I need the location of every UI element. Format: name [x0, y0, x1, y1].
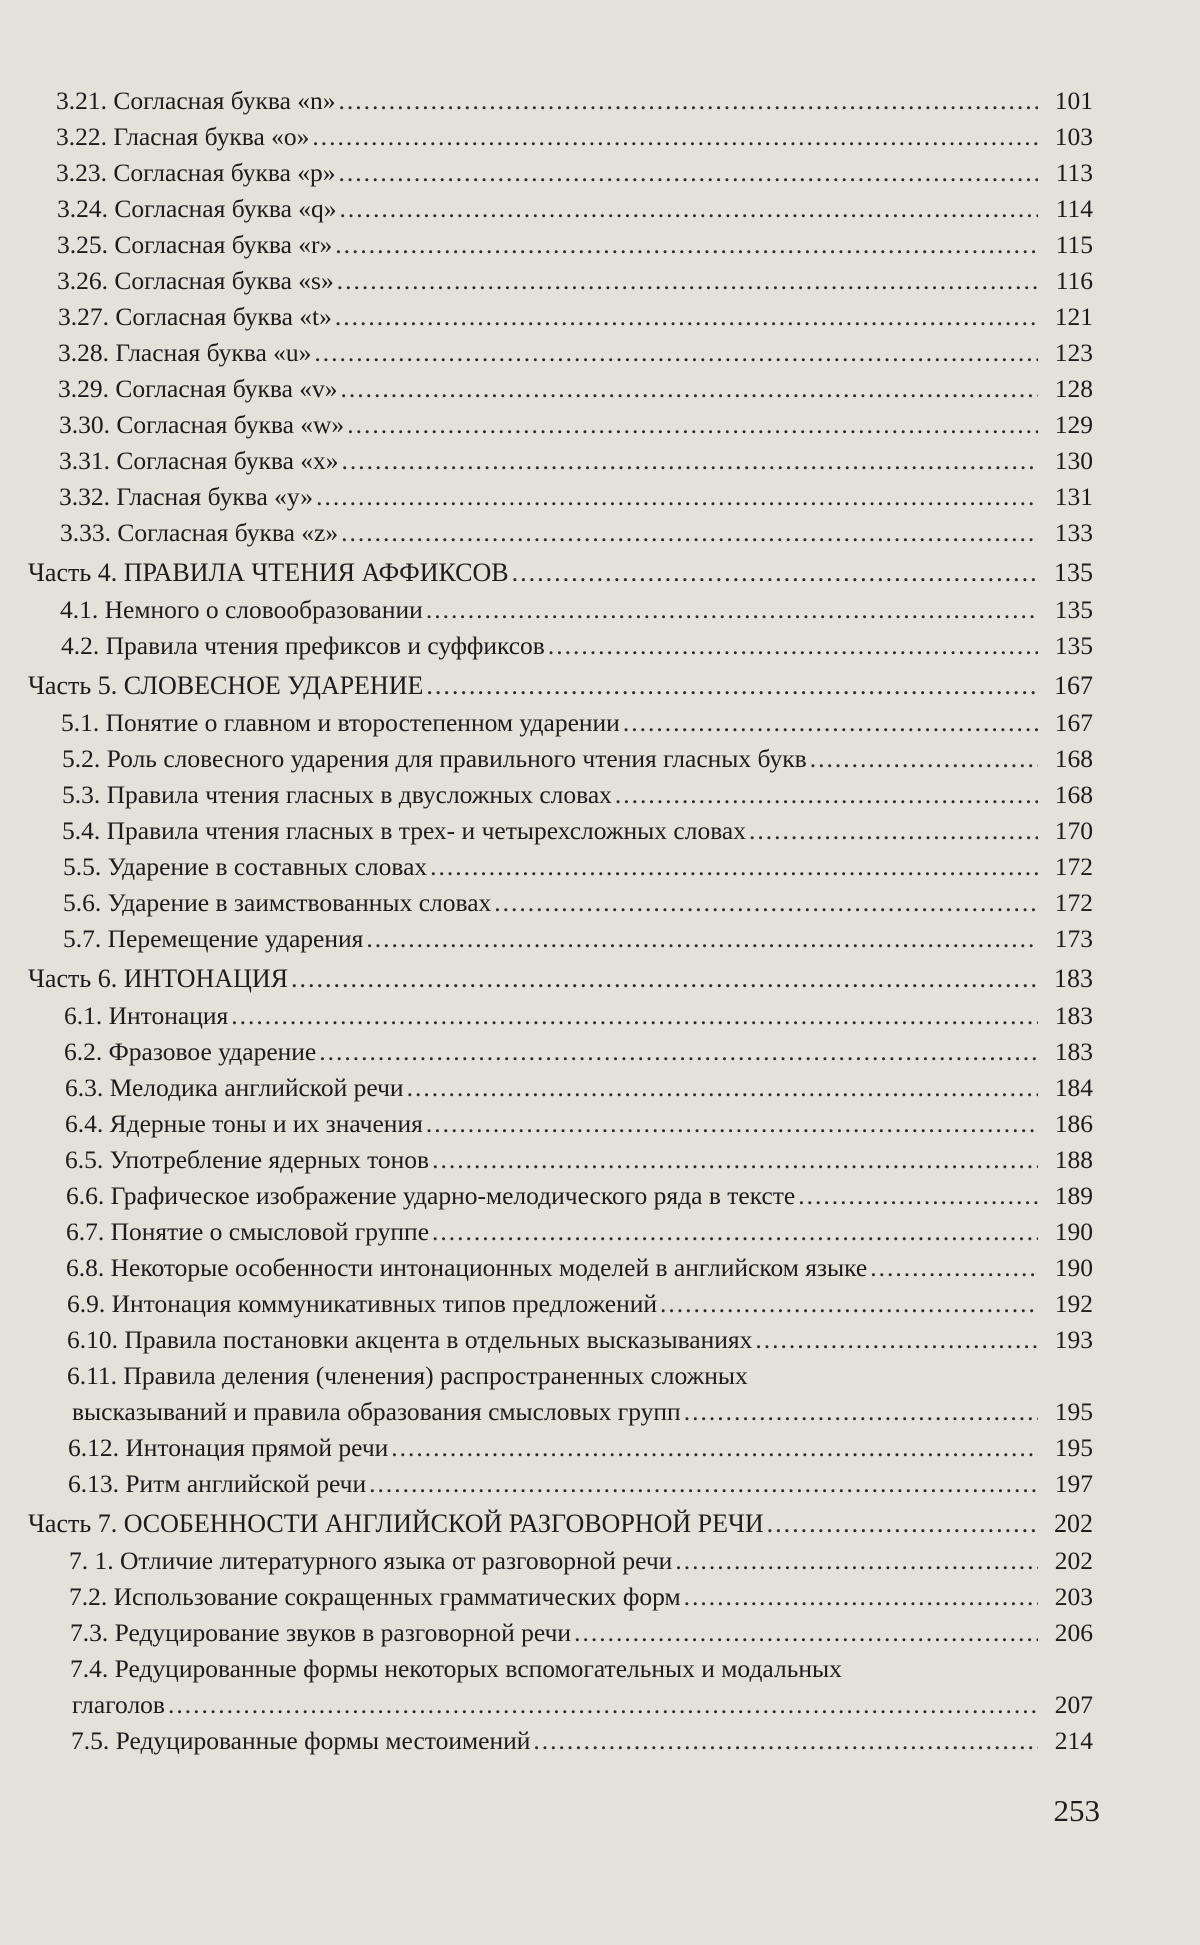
toc-entry — [0, 227, 1200, 263]
toc-entry — [0, 479, 1200, 515]
dot-leader — [341, 515, 1038, 551]
toc-entry-title: 6.2. Фразовое ударение — [64, 1037, 317, 1066]
toc-entry-page: 101 — [1054, 86, 1093, 115]
toc-entry-title: 3.32. Гласная буква «у» — [59, 482, 314, 511]
dot-leader — [430, 849, 1038, 885]
dot-leader — [312, 119, 1038, 155]
toc-entry-page: 183 — [1054, 1037, 1093, 1066]
dot-leader — [341, 371, 1038, 407]
dot-leader — [407, 1070, 1038, 1106]
toc-entry-page: 123 — [1054, 338, 1093, 367]
toc-entry-page: 183 — [1054, 964, 1093, 993]
toc-entry-title: 5.1. Понятие о главном и второстепенном ударении — [61, 708, 620, 737]
toc-entry — [0, 1687, 1200, 1723]
dot-leader — [339, 155, 1038, 191]
dot-leader — [337, 263, 1038, 299]
toc-entry-page: 130 — [1054, 446, 1093, 475]
toc-entry — [0, 1651, 1200, 1687]
toc-entry — [0, 849, 1200, 885]
dot-leader — [426, 592, 1038, 628]
dot-leader — [810, 741, 1038, 777]
toc-entry-title: 6.7. Понятие о смысловой группе — [66, 1217, 430, 1246]
dot-leader — [391, 1430, 1038, 1466]
toc-entry-page: 135 — [1054, 631, 1093, 660]
toc-entry — [0, 119, 1200, 155]
toc-entry — [0, 885, 1200, 921]
toc-entry-page: 135 — [1054, 595, 1093, 624]
dot-leader — [316, 479, 1038, 515]
toc-entry — [0, 628, 1200, 664]
toc-entry-title: 7. 1. Отличие литературного языка от разговорной речи — [69, 1546, 673, 1575]
toc-entry-page: 173 — [1054, 924, 1093, 953]
toc-entry-title: Часть 6. ИНТОНАЦИЯ — [28, 964, 289, 993]
dot-leader — [660, 1286, 1038, 1322]
dot-leader — [533, 1723, 1038, 1759]
toc-entry — [0, 592, 1200, 628]
dot-leader — [798, 1178, 1038, 1214]
toc-entry-page: 190 — [1054, 1217, 1093, 1246]
toc-entry — [0, 741, 1200, 777]
dot-leader — [548, 628, 1038, 664]
toc-entry-title: 3.30. Согласная буква «w» — [59, 410, 345, 439]
toc-entry-page: 114 — [1055, 194, 1093, 223]
dot-leader — [426, 1106, 1038, 1142]
toc-entry-title: 5.2. Роль словесного ударения для правильного чтения гласных букв — [62, 744, 807, 773]
toc-entry-page: 195 — [1054, 1397, 1093, 1426]
toc-entry-title: 5.7. Перемещение ударения — [63, 924, 364, 953]
toc-entry-title: 3.28. Гласная буква «u» — [58, 338, 312, 367]
table-of-contents — [0, 83, 1200, 1759]
toc-entry-title: 5.3. Правила чтения гласных в двусложных словах — [62, 780, 612, 809]
toc-entry-page: 116 — [1055, 266, 1093, 295]
toc-entry-title: 3.29. Согласная буква «v» — [58, 374, 338, 403]
toc-entry-page: 188 — [1054, 1145, 1093, 1174]
toc-entry-title: 6.9. Интонация коммуникативных типов предложений — [67, 1289, 658, 1318]
toc-part-entry — [0, 668, 1200, 705]
toc-part-entry — [0, 555, 1200, 592]
toc-entry-page: 172 — [1054, 852, 1093, 881]
toc-entry-title: 7.2. Использование сокращенных грамматических форм — [69, 1582, 681, 1611]
toc-entry-title: 3.21. Согласная буква «n» — [56, 86, 336, 115]
toc-entry-title: 3.23. Согласная буква «р» — [56, 158, 336, 187]
toc-entry — [0, 1430, 1200, 1466]
toc-entry — [0, 335, 1200, 371]
toc-entry-title: 6.8. Некоторые особенности интонационных моделей в английском языке — [66, 1253, 868, 1282]
toc-entry — [0, 705, 1200, 741]
toc-entry-page: 207 — [1054, 1690, 1093, 1719]
dot-leader — [684, 1579, 1038, 1615]
toc-entry-page: 168 — [1054, 780, 1093, 809]
toc-entry-title: 5.5. Ударение в составных словах — [63, 852, 428, 881]
toc-entry-title: 5.6. Ударение в заимствованных словах — [63, 888, 492, 917]
toc-entry — [0, 1250, 1200, 1286]
toc-entry-page: 103 — [1054, 122, 1093, 151]
toc-entry — [0, 777, 1200, 813]
toc-entry-title: 6.5. Употребление ядерных тонов — [65, 1145, 430, 1174]
dot-leader — [335, 299, 1038, 335]
toc-entry-page: 202 — [1054, 1546, 1093, 1575]
toc-entry-page: 202 — [1054, 1509, 1093, 1538]
toc-entry — [0, 515, 1200, 551]
toc-entry-title: Часть 7. ОСОБЕННОСТИ АНГЛИЙСКОЙ РАЗГОВОРНОЙ РЕЧИ — [28, 1509, 764, 1538]
toc-entry-page: 131 — [1054, 482, 1093, 511]
dot-leader — [870, 1250, 1038, 1286]
toc-entry-title: Часть 5. СЛОВЕСНОЕ УДАРЕНИЕ — [28, 671, 424, 700]
toc-entry — [0, 191, 1200, 227]
dot-leader — [314, 335, 1038, 371]
toc-entry-page: 168 — [1054, 744, 1093, 773]
toc-entry-page: 129 — [1054, 410, 1093, 439]
dot-leader — [231, 998, 1038, 1034]
dot-leader — [369, 1466, 1038, 1502]
toc-entry — [0, 1358, 1200, 1394]
toc-entry-page: 183 — [1054, 1001, 1093, 1030]
toc-entry-title: 3.22. Гласная буква «о» — [56, 122, 310, 151]
toc-entry-title: 3.31. Согласная буква «х» — [59, 446, 339, 475]
toc-entry-title: высказываний и правила образования смысловых групп — [72, 1397, 681, 1426]
toc-entry-title: 6.4. Ядерные тоны и их значения — [65, 1109, 423, 1138]
toc-entry-page: 167 — [1054, 671, 1093, 700]
toc-entry-title: Часть 4. ПРАВИЛА ЧТЕНИЯ АФФИКСОВ — [28, 558, 509, 587]
toc-entry-title: 3.24. Согласная буква «q» — [57, 194, 337, 223]
toc-entry-page: 206 — [1054, 1618, 1093, 1647]
dot-leader — [347, 407, 1038, 443]
toc-entry — [0, 1579, 1200, 1615]
dot-leader — [432, 1142, 1038, 1178]
toc-entry — [0, 1615, 1200, 1651]
toc-entry — [0, 1142, 1200, 1178]
toc-entry-page: 195 — [1054, 1433, 1093, 1462]
toc-entry-title: 7.4. Редуцированные формы некоторых вспомогательных и модальных — [70, 1654, 842, 1683]
toc-entry-page: 135 — [1054, 558, 1093, 587]
dot-leader — [615, 777, 1038, 813]
dot-leader — [512, 555, 1038, 591]
dot-leader — [749, 813, 1038, 849]
toc-entry — [0, 1322, 1200, 1358]
toc-entry-page: 172 — [1054, 888, 1093, 917]
toc-entry — [0, 1394, 1200, 1430]
dot-leader — [426, 668, 1038, 704]
toc-entry-title: 5.4. Правила чтения гласных в трех- и четырехсложных словах — [62, 816, 746, 845]
page-number: 253 — [1053, 1793, 1100, 1828]
toc-entry-page: 192 — [1054, 1289, 1093, 1318]
toc-entry-page: 197 — [1054, 1469, 1093, 1498]
toc-part-entry — [0, 961, 1200, 998]
toc-entry-page: 167 — [1054, 708, 1093, 737]
dot-leader — [291, 961, 1038, 997]
dot-leader — [767, 1506, 1038, 1542]
dot-leader — [494, 885, 1038, 921]
dot-leader — [675, 1543, 1038, 1579]
toc-entry — [0, 1214, 1200, 1250]
dot-leader — [366, 921, 1038, 957]
toc-entry-page: 128 — [1054, 374, 1093, 403]
dot-leader — [623, 705, 1038, 741]
toc-entry-page: 170 — [1054, 816, 1093, 845]
toc-entry — [0, 83, 1200, 119]
toc-entry — [0, 263, 1200, 299]
toc-entry — [0, 371, 1200, 407]
toc-part-entry — [0, 1506, 1200, 1543]
dot-leader — [684, 1394, 1038, 1430]
toc-entry-page: 214 — [1054, 1726, 1093, 1755]
toc-entry-page: 133 — [1054, 518, 1093, 547]
toc-entry — [0, 443, 1200, 479]
dot-leader — [340, 191, 1038, 227]
toc-entry-title: 3.25. Согласная буква «r» — [57, 230, 333, 259]
dot-leader — [168, 1687, 1038, 1723]
dot-leader — [319, 1034, 1038, 1070]
toc-entry-title: 7.5. Редуцированные формы местоимений — [71, 1726, 531, 1755]
toc-entry — [0, 921, 1200, 957]
toc-entry-title: 6.13. Ритм английской речи — [68, 1469, 367, 1498]
toc-entry-title: глаголов — [72, 1690, 165, 1719]
toc-entry — [0, 1034, 1200, 1070]
toc-entry-title: 6.10. Правила постановки акцента в отдельных высказываниях — [67, 1325, 753, 1354]
toc-entry — [0, 1286, 1200, 1322]
dot-leader — [342, 443, 1038, 479]
toc-entry-title: 6.6. Графическое изображение ударно-мелодического ряда в тексте — [66, 1181, 796, 1210]
toc-entry-page: 203 — [1054, 1582, 1093, 1611]
toc-entry — [0, 813, 1200, 849]
toc-entry-title: 3.27. Согласная буква «t» — [58, 302, 332, 331]
toc-entry — [0, 155, 1200, 191]
toc-entry-title: 6.12. Интонация прямой речи — [68, 1433, 389, 1462]
dot-leader — [339, 83, 1038, 119]
toc-entry — [0, 1178, 1200, 1214]
dot-leader — [432, 1214, 1038, 1250]
toc-entry-page: 184 — [1054, 1073, 1093, 1102]
dot-leader — [335, 227, 1038, 263]
toc-entry-page: 189 — [1054, 1181, 1093, 1210]
dot-leader — [574, 1615, 1038, 1651]
toc-entry — [0, 1106, 1200, 1142]
toc-entry-title: 6.3. Мелодика английской речи — [65, 1073, 404, 1102]
toc-entry-title: 7.3. Редуцирование звуков в разговорной речи — [70, 1618, 572, 1647]
toc-entry-page: 186 — [1054, 1109, 1093, 1138]
toc-entry — [0, 1723, 1200, 1759]
toc-entry-title: 6.11. Правила деления (членения) распространенных сложных — [67, 1361, 748, 1390]
toc-entry-page: 190 — [1054, 1253, 1093, 1282]
toc-entry-page: 193 — [1054, 1325, 1093, 1354]
toc-entry-page: 115 — [1055, 230, 1093, 259]
toc-entry-title: 3.26. Согласная буква «s» — [57, 266, 334, 295]
toc-entry-page: 113 — [1055, 158, 1093, 187]
toc-entry — [0, 1543, 1200, 1579]
toc-entry-title: 6.1. Интонация — [64, 1001, 229, 1030]
toc-entry — [0, 299, 1200, 335]
dot-leader — [755, 1322, 1038, 1358]
toc-entry — [0, 407, 1200, 443]
toc-entry-page: 121 — [1054, 302, 1093, 331]
toc-entry — [0, 1070, 1200, 1106]
toc-entry — [0, 1466, 1200, 1502]
toc-entry — [0, 998, 1200, 1034]
toc-entry-title: 4.1. Немного о словообразовании — [60, 595, 423, 624]
toc-entry-title: 4.2. Правила чтения префиксов и суффиксов — [61, 631, 545, 660]
toc-entry-title: 3.33. Согласная буква «z» — [60, 518, 339, 547]
